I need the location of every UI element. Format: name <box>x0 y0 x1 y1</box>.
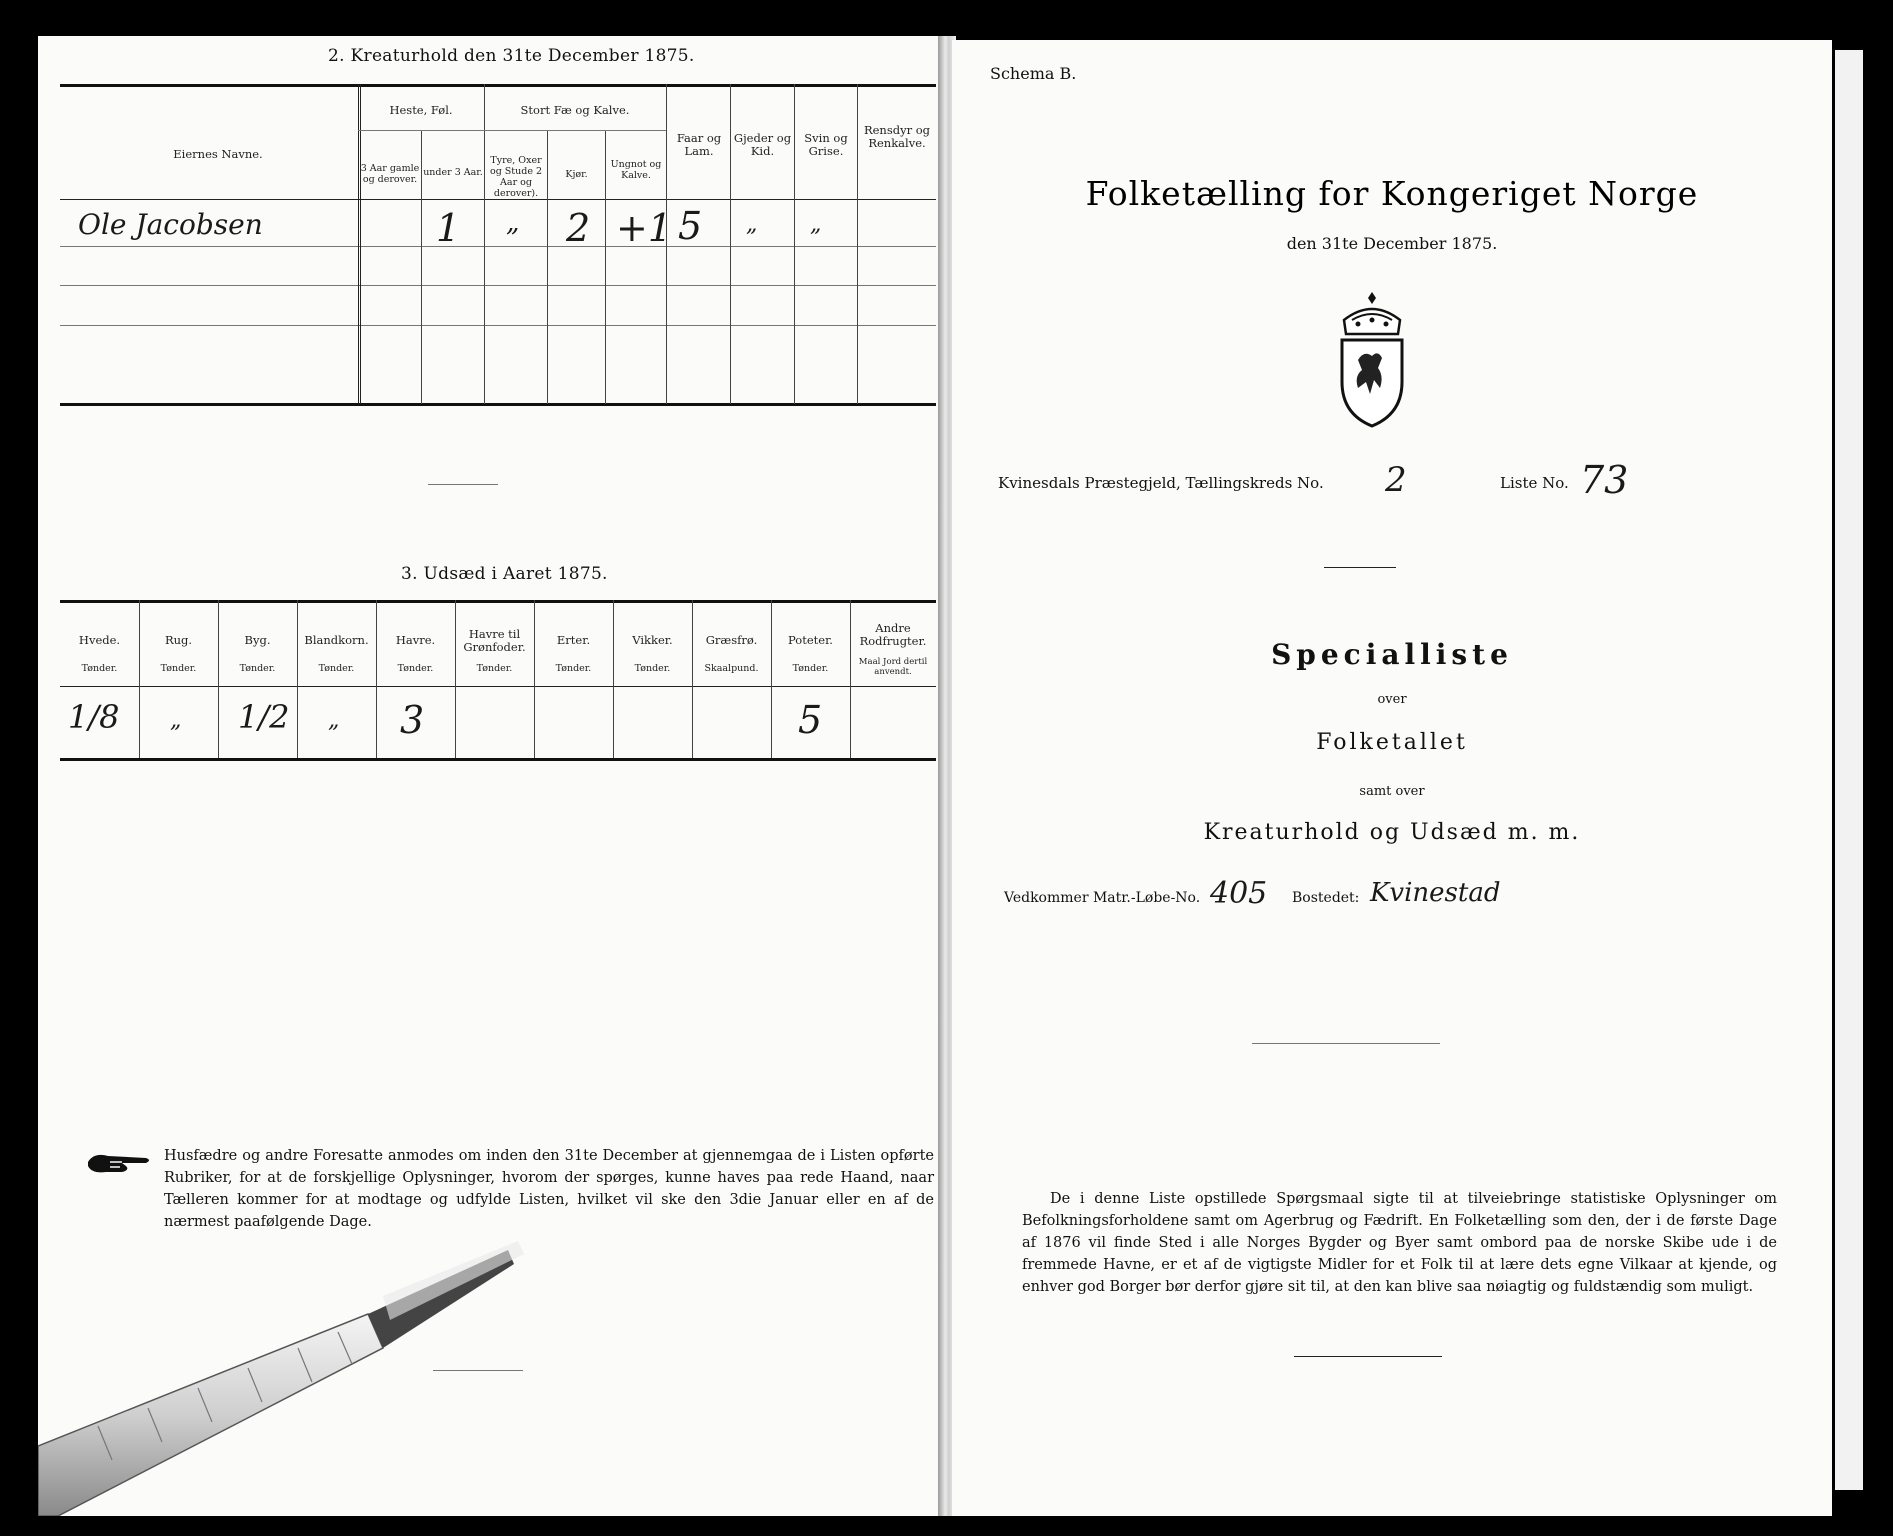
separator-rule <box>1324 567 1396 568</box>
col-bulls: Tyre, Oxer og Stude 2 Aar og derover). <box>489 155 543 199</box>
list-label: Liste No. <box>1500 474 1569 492</box>
value-blandkorn: „ <box>328 708 340 733</box>
pen-icon <box>38 36 943 1516</box>
col-young: Ungnot og Kalve. <box>610 159 662 181</box>
owner-name: Ole Jacobsen <box>78 208 263 241</box>
value-young: +1 <box>616 206 673 250</box>
col-goats: Gjeder og Kid. <box>733 131 792 159</box>
horses-group-header: Heste, Føl. <box>389 103 453 117</box>
list-number: 73 <box>1580 458 1629 502</box>
col-hvede: Hvede. <box>78 633 121 647</box>
main-title: Folketælling for Kongeriget Norge <box>1085 174 1699 213</box>
owner-header: Eiernes Navne. <box>173 147 263 161</box>
notice-paragraph: Husfædre og andre Foresatte anmodes om inden den 31te December at gjennemgaa de i Listen opførte Rubriker, for at de forskjellige Oplysninger, hvorom der spørges, kunne haves paa rede Haand, naar Tælleren kommer for at modtage og udfylde Listen, hvilket vil ske den 3die Januar eller en af de nærmest paafølgende Dage. <box>164 1148 934 1230</box>
value-byg: 1/2 <box>238 698 290 736</box>
section3-title: 3. Udsæd i Aaret 1875. <box>401 564 608 584</box>
unit-blandkorn: Tønder. <box>318 663 355 674</box>
footer-paragraph: De i denne Liste opstillede Spørgsmaal sigte til at tilveiebringe statistiske Oplysninger om Befolkningsforholdene samt om Agerbrug og Fædrift. En Folketælling som den, der i de første Dage af 1876 vil finde Sted i alle Norges Bygder og Byer samt ombord paa de norske Skibe ude i de fremmede Havne, er et af de vigtigste Midler for et Folk til at lære dets egne Vilkaar at kjende, og enhver god Borger bør derfor gjøre sit til, at den kan blive saa nøiagtig og fuldstændig som muligt. <box>1022 1191 1777 1295</box>
district-number: 2 <box>1385 460 1407 500</box>
parish-label: Kvinesdals Præstegjeld, Tællingskreds No. <box>998 474 1324 492</box>
signature-line <box>1252 1043 1440 1044</box>
col-pigs: Svin og Grise. <box>804 131 848 159</box>
bosted-value: Kvinestad <box>1370 878 1501 908</box>
unit-hvede: Tønder. <box>81 663 118 674</box>
value-bulls: „ <box>506 208 520 238</box>
folketallet-heading: Folketallet <box>1316 730 1468 755</box>
value-horses-under3: 1 <box>436 206 461 250</box>
value-pigs: „ <box>810 212 822 237</box>
section2-title: 2. Kreaturhold den 31te December 1875. <box>328 46 695 66</box>
unit-havre: Tønder. <box>397 663 434 674</box>
value-goats: „ <box>746 212 758 237</box>
right-page <box>952 40 1832 1516</box>
value-havre: 3 <box>400 698 425 742</box>
col-vikker: Vikker. <box>632 633 673 647</box>
value-cows: 2 <box>566 206 591 250</box>
unit-graesfro: Skaalpund. <box>704 663 759 674</box>
value-sheep: 5 <box>678 204 703 248</box>
unit-vikker: Tønder. <box>634 663 671 674</box>
samt-over-text: samt over <box>1359 784 1425 799</box>
col-cows: Kjør. <box>565 169 588 180</box>
value-hvede: 1/8 <box>68 698 120 736</box>
bosted-label: Bostedet: <box>1292 890 1360 906</box>
unit-poteter: Tønder. <box>792 663 829 674</box>
col-poteter: Poteter. <box>788 633 833 647</box>
page-edge <box>1835 50 1863 1490</box>
col-blandkorn: Blandkorn. <box>304 633 369 647</box>
unit-byg: Tønder. <box>239 663 276 674</box>
unit-havre-gronfoder: Tønder. <box>476 663 513 674</box>
col-andre-rodfrugter: Andre Rodfrugter. <box>859 621 927 649</box>
footer-rule <box>1294 1356 1442 1357</box>
col-havre: Havre. <box>395 633 436 647</box>
coat-of-arms-icon <box>1322 290 1422 430</box>
col-byg: Byg. <box>244 633 271 647</box>
matr-label: Vedkommer Matr.-Løbe-No. <box>1004 890 1201 906</box>
unit-andre-rodfrugter: Maal Jord dertil anvendt. <box>858 657 928 677</box>
col-erter: Erter. <box>556 633 591 647</box>
left-page <box>38 36 943 1516</box>
matr-number: 405 <box>1210 876 1268 911</box>
col-reindeer: Rensdyr og Renkalve. <box>863 123 931 151</box>
col-graesfro: Græsfrø. <box>705 633 758 647</box>
specialliste-heading: Specialliste <box>1271 638 1513 671</box>
schema-label: Schema B. <box>990 64 1077 83</box>
col-rug: Rug. <box>164 633 193 647</box>
over-text: over <box>1377 692 1407 707</box>
census-date: den 31te December 1875. <box>1286 234 1498 253</box>
kreaturhold-heading: Kreaturhold og Udsæd m. m. <box>1203 820 1581 845</box>
col-horses-under3: under 3 Aar. <box>423 167 483 178</box>
col-horses-3plus: 3 Aar gamle og derover. <box>360 163 420 185</box>
col-havre-gronfoder: Havre til Grønfoder. <box>463 627 526 655</box>
unit-erter: Tønder. <box>555 663 592 674</box>
value-rug: „ <box>170 708 182 733</box>
unit-rug: Tønder. <box>160 663 197 674</box>
cattle-group-header: Stort Fæ og Kalve. <box>520 103 630 117</box>
value-poteter: 5 <box>798 698 823 742</box>
col-sheep: Faar og Lam. <box>676 131 722 159</box>
